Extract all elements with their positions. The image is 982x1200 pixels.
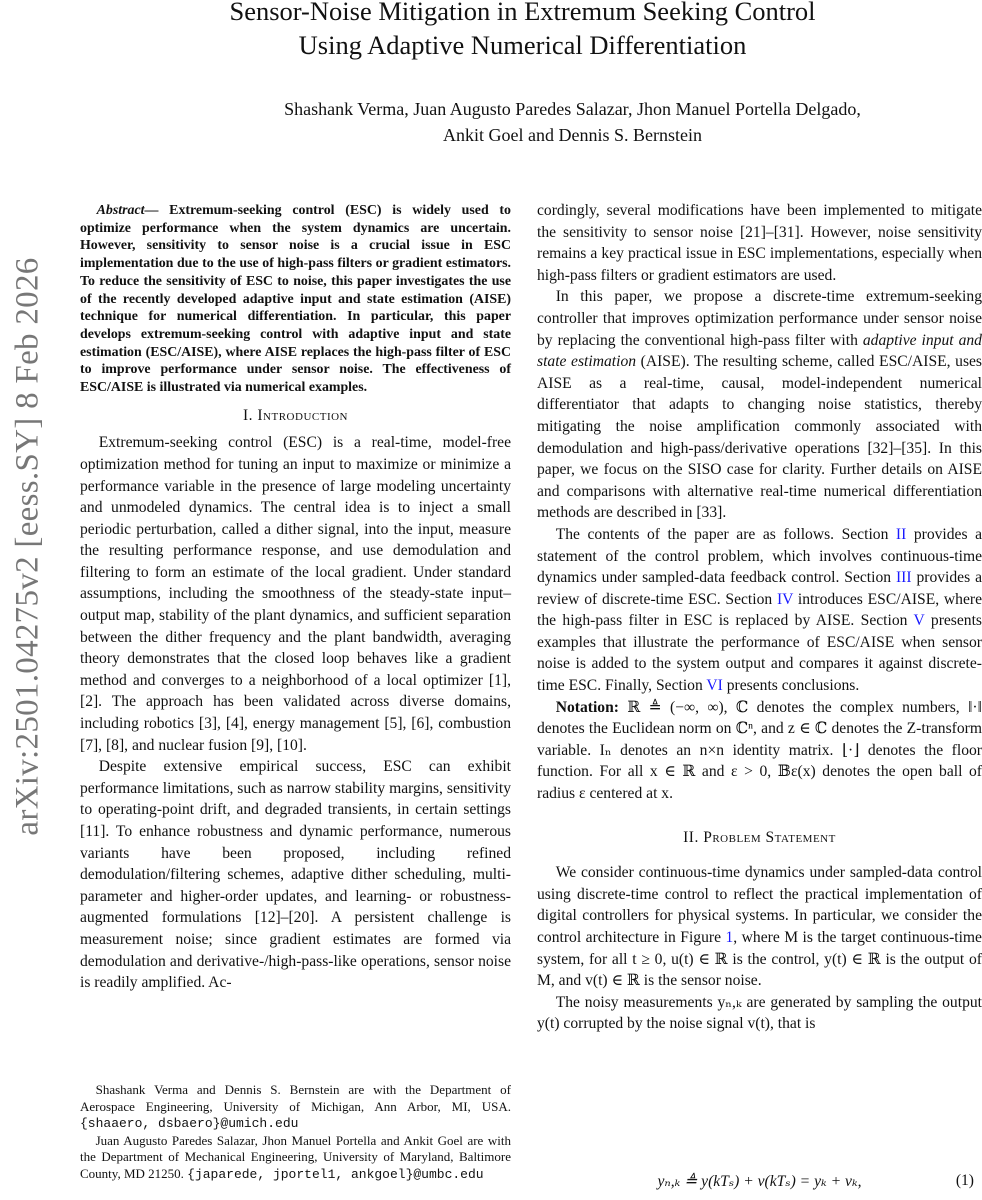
- footnote-1: [80, 1082, 511, 1133]
- left-column: [80, 202, 511, 994]
- intro-paragraph-contents: [537, 524, 982, 697]
- text-span: provides a statement of the control problem, which involves continuous-time dynamics under sampled-data feedback control. Section: [537, 525, 982, 587]
- text-span: , where M is the target continuous-time system, for all t ≥ 0, u(t) ∈ ℝ is the control, y(t) ∈ ℝ is the output of M, and v(t) ∈ ℝ is the sensor noise.: [537, 929, 982, 990]
- right-column: [537, 200, 982, 1035]
- equation-body: yₙ,ₖ ≜ y(kTₛ) + v(kTₛ) = yₖ + vₖ,: [657, 1173, 862, 1190]
- section-link-iv[interactable]: IV: [776, 590, 794, 608]
- text-span: presents examples that illustrate the performance of ESC/AISE when sensor noise is added to the system output and compares it against discrete-time ESC. Finally, Section: [537, 612, 982, 695]
- intro-paragraph-2: Despite extensive empirical success, ESC can exhibit performance limitations, such as narrow stability margins, sensitivity to operating-point drift, and degraded transients, in certain settings [11]. To enhance robustness and dynamic performance, numerous variants have been proposed, including refined demodulation/filtering schemes, adaptive dither scheduling, multi-parameter and higher-order updates, and learning- or robustness-augmented formulations [12]–[20]. A persistent challenge is measurement noise; since gradient estimates are formed via demodulation and derivative-/high-pass-like operations, sensor noise is readily amplified. Ac-: [80, 758, 511, 992]
- text-span: provides a review of discrete-time ESC. Section: [537, 569, 982, 608]
- footnote-1-text: Shashank Verma and Dennis S. Bernstein are with the Department of Aerospace Engineering, University of Michigan, Ann Arbor, MI, USA.: [80, 1082, 511, 1114]
- title-line-2: Using Adaptive Numerical Differentiation: [298, 30, 747, 60]
- abstract: [80, 202, 511, 397]
- text-span: (AISE). The resulting scheme, called ESC/AISE, uses AISE as a real-time, causal, model-independent numerical differentiator that adapts to changing noise statistics, thereby mitigating the noise amplification commonly associated with demodulation and high-pass/derivative operations [32]–[35]. In this paper, we focus on the SISO case for clarity. Further details on AISE and comparisons with alternative real-time numerical differentiation methods are described in [33].: [537, 353, 982, 522]
- title-line-1: Sensor-Noise Mitigation in Extremum Seeking Control: [229, 0, 816, 26]
- abstract-label: Abstract: [96, 203, 145, 218]
- intro-paragraph-3: cordingly, several modifications have been implemented to mitigate the sensitivity to sensor noise [21]–[31]. However, noise sensitivity remains a key practical issue in ESC implementations, especially when high-pass filters or gradient estimators are used.: [537, 202, 982, 284]
- abstract-text: — Extremum-seeking control (ESC) is widely used to optimize performance when the system dynamics are uncertain. However, sensitivity to sensor noise is a crucial issue in ESC implementation due to the use of high-pass filters or gradient estimators. To reduce the sensitivity of ESC to noise, this paper investigates the use of the recently developed adaptive input and state estimation (AISE) technique for numerical differentiation. In particular, this paper develops extremum-seeking control with adaptive input and state estimation (ESC/AISE), where AISE replaces the high-pass filter of ESC to improve performance under sensor noise. The effectiveness of ESC/AISE is illustrated via numerical examples.: [80, 203, 511, 396]
- text-span: The contents of the paper are as follows. Section: [555, 525, 896, 543]
- text-span: presents conclusions.: [722, 677, 860, 695]
- text-span: We consider continuous-time dynamics under sampled-data control using discrete-time control to reflect the practical implementation of digital controllers for physical systems. In particular, we consider the control architecture in Figure: [537, 864, 982, 946]
- section-heading-problem-statement: II. Problem Statement: [683, 828, 836, 846]
- section-link-vi[interactable]: VI: [706, 677, 723, 695]
- problem-paragraph-1: [537, 862, 982, 992]
- notation-text: ℝ ≜ (−∞, ∞), ℂ denotes the complex numbers, ‖·‖ denotes the Euclidean norm on ℂⁿ, and z ∈ ℂ denotes the Z-transform variable. Iₙ denotes an n×n identity matrix. ⌊·⌋ denotes the floor function. For all x ∈ ℝ and ε > 0, 𝔹ε(x) denotes the open ball of radius ε centered at x.: [537, 698, 982, 803]
- section-heading-introduction: I. Introduction: [242, 406, 348, 424]
- intro-paragraph-1: Extremum-seeking control (ESC) is a real-time, model-free optimization method for tuning an input to maximize or minimize a performance variable in the presence of large modeling uncertainty and unmodeled dynamics. The central idea is to inject a small periodic perturbation, called a dither signal, into the input, measure the resulting performance response, and use demodulation and filtering to form an estimate of the local gradient. Under standard assumptions, including the smoothness of the steady-state input–output map, stability of the plant dynamics, and sufficient separation between the dither frequency and the plant bandwidth, averaging theory demonstrates that the closed loop behaves like a gradient method and converges to a neighborhood of a local optimizer [1], [2]. The approach has been validated across diverse domains, including robotics [3], [4], energy management [5], [6], combustion [7], [8], and nuclear fusion [9], [10].: [80, 434, 511, 754]
- footnote-2-email: {japarede, jportel1, ankgoel}@umbc.edu: [187, 1166, 484, 1182]
- emphasis-aise: adaptive input and state estimation: [537, 331, 982, 371]
- text-span: introduces ESC/AISE, where the high-pass filter in ESC is replaced by AISE. Section: [537, 590, 982, 630]
- notation-label: Notation:: [555, 698, 619, 716]
- footnote-1-email: {shaaero, dsbaero}@umich.edu: [80, 1116, 299, 1131]
- intro-paragraph-4: [537, 286, 982, 524]
- notation-paragraph: [537, 697, 982, 805]
- arxiv-stamp: arXiv:2501.04275v2 [eess.SY] 8 Feb 2026: [9, 257, 46, 836]
- footnote-2-text: Juan Augusto Paredes Salazar, Jhon Manuel Portella and Ankit Goel are with the Department of Mechanical Engineering, University of Maryland, Baltimore County, MD 21250.: [80, 1132, 511, 1181]
- section-link-iii[interactable]: III: [895, 569, 912, 587]
- section-link-ii[interactable]: II: [895, 525, 907, 543]
- paper-title: [0, 0, 982, 62]
- text-span: In this paper, we propose a discrete-time extremum-seeking controller that improves optimization performance under sensor noise by replacing the conventional high-pass filter with: [537, 288, 982, 349]
- equation-number: (1): [955, 1172, 974, 1189]
- authors-line-2: Ankit Goel and Dennis S. Bernstein: [443, 125, 702, 145]
- section-link-v[interactable]: V: [913, 612, 925, 630]
- authors: [0, 96, 982, 148]
- problem-paragraph-2: The noisy measurements yₙ,ₖ are generated by sampling the output y(t) corrupted by the noise signal v(t), that is: [537, 993, 982, 1033]
- footnotes: [80, 1082, 511, 1183]
- equation-1: [537, 1172, 982, 1191]
- figure-link-1[interactable]: 1: [725, 929, 734, 946]
- footnote-2: [80, 1133, 511, 1184]
- authors-line-1: Shashank Verma, Juan Augusto Paredes Salazar, Jhon Manuel Portella Delgado,: [284, 99, 861, 119]
